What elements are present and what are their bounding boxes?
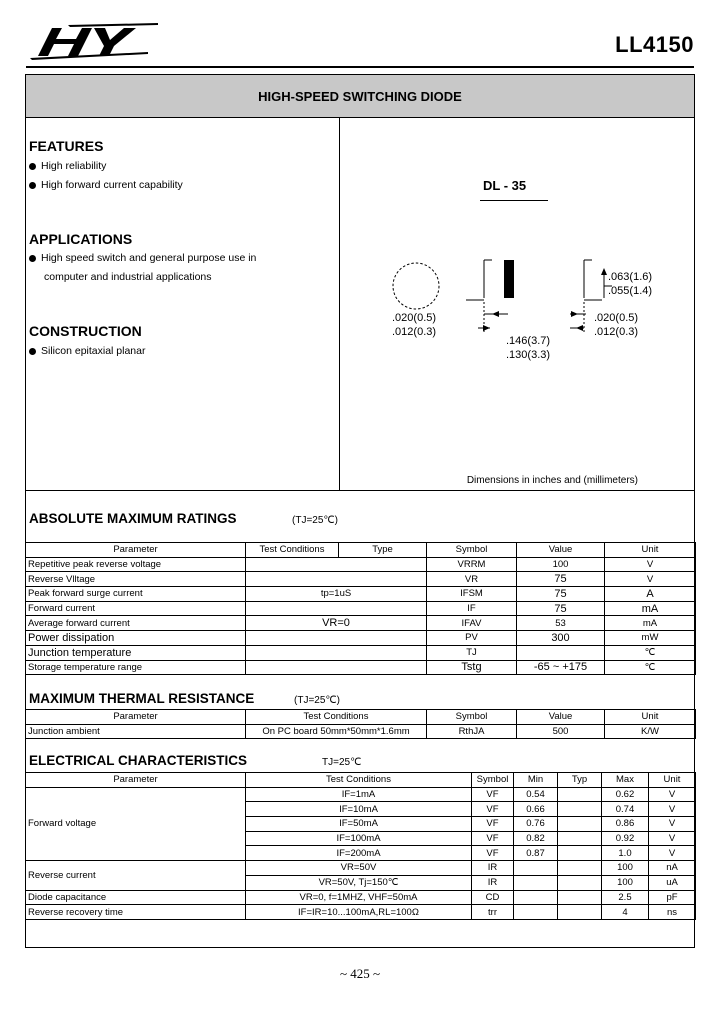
table-row: IF=100mA VF 0.82 0.92 V	[26, 831, 696, 846]
dim-cap-left-min: .012(0.3)	[392, 326, 437, 338]
dim-cap-right-min: .012(0.3)	[594, 326, 639, 338]
table-row: IF=50mA VF 0.76 0.86 V	[26, 817, 696, 832]
table-header-row: Parameter Test Conditions Type Symbol Value Unit	[26, 543, 696, 558]
thermal-condition: (TJ=25℃)	[294, 695, 340, 706]
application-item: High speed switch and general purpose use in	[29, 252, 256, 264]
end-view-circle	[393, 263, 439, 309]
forward-voltage-label: Forward voltage	[26, 787, 246, 860]
applications-heading: APPLICATIONS	[29, 231, 133, 247]
table-row: Reverse recovery time IF=IR=10...100mA,RL=100Ω trr 4 ns	[26, 905, 696, 920]
construction-heading: CONSTRUCTION	[29, 323, 142, 339]
section-divider	[26, 490, 694, 491]
feature-item: High reliability	[29, 160, 106, 172]
table-header-row: Parameter Test Conditions Symbol Min Typ Max Unit	[26, 773, 696, 788]
bullet-icon	[29, 182, 36, 189]
table-row: Power dissipation PV 300 mW	[26, 631, 696, 646]
info-column	[26, 118, 339, 490]
abs-max-condition: (TJ=25℃)	[292, 515, 338, 526]
dim-cap-right-max: .020(0.5)	[594, 312, 639, 324]
electrical-condition: TJ=25℃	[322, 757, 362, 768]
table-row: Diode capacitance VR=0, f=1MHZ, VHF=50mA CD 2.5 pF	[26, 890, 696, 905]
table-row: Junction ambient On PC board 50mm*50mm*1.6mm RthJA 500 K/W	[26, 724, 696, 739]
bullet-icon	[29, 255, 36, 262]
dimensions-note: Dimensions in inches and (millimeters)	[466, 475, 638, 486]
table-row: Storage temperature range Tstg -65 ~ +175 ℃	[26, 660, 696, 675]
table-row: IF=200mA VF 0.87 1.0 V	[26, 846, 696, 861]
dim-band-min: .055(1.4)	[608, 285, 653, 297]
table-row: Reverse current VR=50V IR 100 nA	[26, 861, 696, 876]
abs-max-heading: ABSOLUTE MAXIMUM RATINGS	[29, 511, 237, 526]
feature-item: High forward current capability	[29, 179, 183, 191]
header-rule	[26, 66, 694, 68]
package-name-underline	[480, 200, 548, 201]
page-title: HIGH-SPEED SWITCHING DIODE	[26, 75, 694, 118]
table-row: Average forward current VR=0 IFAV 53 mA	[26, 616, 696, 631]
table-row: Reverse Vlltage VR 75 V	[26, 572, 696, 587]
table-row: Forward voltage IF=1mA VF 0.54 0.62 V	[26, 787, 696, 802]
datasheet-frame	[25, 74, 695, 948]
package-dimension-drawing	[360, 248, 680, 368]
table-row: Junction temperature TJ ℃	[26, 645, 696, 660]
construction-item: Silicon epitaxial planar	[29, 345, 145, 357]
bullet-icon	[29, 163, 36, 170]
dim-cap-left-max: .020(0.5)	[392, 312, 437, 324]
hy-logo	[28, 22, 160, 60]
dim-len-min: .130(3.3)	[506, 349, 551, 361]
table-row: IF=10mA VF 0.66 0.74 V	[26, 802, 696, 817]
table-row: Peak forward surge current tp=1uS IFSM 75 A	[26, 587, 696, 602]
cathode-band	[504, 260, 514, 298]
package-panel	[340, 118, 694, 490]
package-name: DL - 35	[483, 178, 527, 193]
table-row: Repetitive peak reverse voltage VRRM 100 V	[26, 557, 696, 572]
abs-max-table	[25, 542, 696, 675]
reverse-current-label: Reverse current	[26, 861, 246, 890]
thermal-heading: MAXIMUM THERMAL RESISTANCE	[29, 691, 255, 706]
features-heading: FEATURES	[29, 138, 104, 154]
table-header-row: Parameter Test Conditions Symbol Value Unit	[26, 710, 696, 725]
dim-band-max: .063(1.6)	[608, 271, 653, 283]
bullet-icon	[29, 348, 36, 355]
table-row: VR=50V, Tj=150℃ IR 100 uA	[26, 875, 696, 890]
application-item-cont: computer and industrial applications	[44, 271, 212, 283]
page-number: ~ 425 ~	[339, 966, 381, 981]
electrical-table	[25, 772, 696, 920]
part-number: LL4150	[615, 32, 694, 57]
thermal-table	[25, 709, 696, 739]
dim-len-max: .146(3.7)	[506, 335, 551, 347]
table-row: Forward current IF 75 mA	[26, 601, 696, 616]
electrical-heading: ELECTRICAL CHARACTERISTICS	[29, 753, 248, 768]
